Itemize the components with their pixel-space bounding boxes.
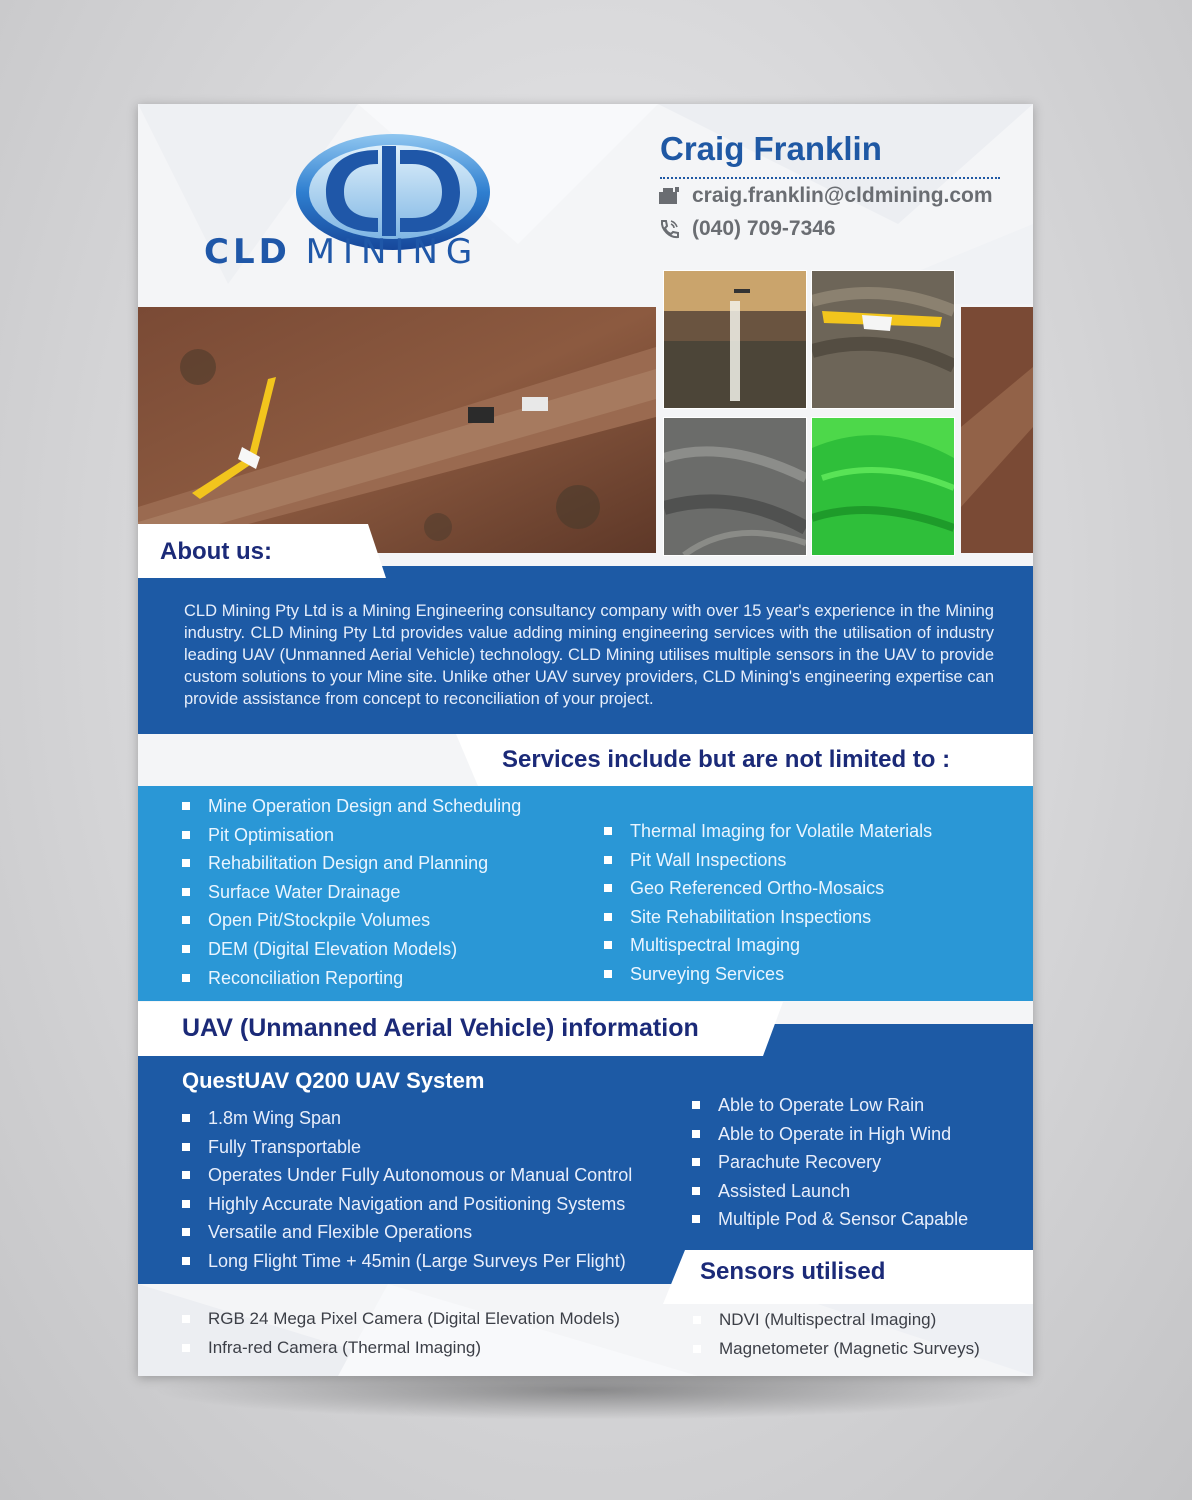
- uav-spec-item: Parachute Recovery: [692, 1148, 968, 1177]
- service-item: Pit Wall Inspections: [604, 846, 932, 875]
- uav-specs-left: [182, 1104, 632, 1276]
- service-item: Surface Water Drainage: [182, 878, 521, 907]
- sensor-item: Infra-red Camera (Thermal Imaging): [182, 1334, 620, 1363]
- uav-spec-item: Multiple Pod & Sensor Capable: [692, 1205, 968, 1234]
- phone-icon: [658, 218, 680, 240]
- uav-spec-item: Highly Accurate Navigation and Positioning Systems: [182, 1190, 632, 1219]
- dotted-divider: [660, 177, 1000, 179]
- company-wordmark: CLD MINING: [204, 232, 481, 272]
- thumb-terrain: [663, 417, 807, 556]
- service-item: Reconciliation Reporting: [182, 964, 521, 993]
- service-item: Thermal Imaging for Volatile Materials: [604, 817, 932, 846]
- email-link[interactable]: craig.franklin@cldmining.com: [692, 184, 993, 207]
- phone-link[interactable]: (040) 709-7346: [692, 217, 836, 240]
- uav-spec-item: 1.8m Wing Span: [182, 1104, 632, 1133]
- uav-spec-item: Versatile and Flexible Operations: [182, 1218, 632, 1247]
- about-body: CLD Mining Pty Ltd is a Mining Engineering consultancy company with over 15 year's experience in the Mining industry. CLD Mining Pty Ltd provides value adding mining engineering services with the utilisation of industry leading UAV (Unmanned Aerial Vehicle) technology. CLD Mining utilises multiple sensors in the UAV to provide custom solutions to your Mine site. Unlike other UAV survey providers, CLD Mining's engineering expertise can provide assistance from concept to reconciliation of your project.: [184, 602, 994, 708]
- thumb-pit-scan: [663, 270, 807, 409]
- services-list-left: [182, 792, 521, 992]
- sensors-heading: Sensors utilised: [700, 1258, 886, 1285]
- service-item: Pit Optimisation: [182, 821, 521, 850]
- thumb-elevation-model: [811, 417, 955, 556]
- uav-system-title: QuestUAV Q200 UAV System: [182, 1068, 485, 1093]
- sensors-list-right: [693, 1306, 980, 1363]
- service-item: Open Pit/Stockpile Volumes: [182, 906, 521, 935]
- uav-spec-item: Able to Operate in High Wind: [692, 1120, 968, 1149]
- phone-row: [658, 217, 836, 241]
- services-heading: Services include but are not limited to :: [502, 746, 951, 773]
- uav-spec-item: Assisted Launch: [692, 1177, 968, 1206]
- uav-spec-item: Able to Operate Low Rain: [692, 1091, 968, 1120]
- uav-spec-item: Operates Under Fully Autonomous or Manual Control: [182, 1161, 632, 1190]
- service-item: Surveying Services: [604, 960, 932, 989]
- sensor-item: NDVI (Multispectral Imaging): [693, 1306, 980, 1335]
- sensor-item: Magnetometer (Magnetic Surveys): [693, 1335, 980, 1364]
- email-icon: [658, 186, 680, 206]
- email-row: [658, 184, 993, 208]
- uav-heading: UAV (Unmanned Aerial Vehicle) information: [182, 1014, 699, 1042]
- sensors-list-left: [182, 1305, 620, 1362]
- side-photo-strip: [961, 307, 1033, 553]
- contact-name: Craig Franklin: [660, 130, 882, 167]
- service-item: DEM (Digital Elevation Models): [182, 935, 521, 964]
- hero-photo-drone-road: [138, 307, 656, 553]
- uav-specs-right: [692, 1091, 968, 1234]
- uav-spec-item: Fully Transportable: [182, 1133, 632, 1162]
- uav-spec-item: Long Flight Time + 45min (Large Surveys Per Flight): [182, 1247, 632, 1276]
- service-item: Multispectral Imaging: [604, 931, 932, 960]
- service-item: Rehabilitation Design and Planning: [182, 849, 521, 878]
- services-list-right: [604, 817, 932, 989]
- sensor-item: RGB 24 Mega Pixel Camera (Digital Elevation Models): [182, 1305, 620, 1334]
- service-item: Site Rehabilitation Inspections: [604, 903, 932, 932]
- service-item: Mine Operation Design and Scheduling: [182, 792, 521, 821]
- flyer-page: [138, 104, 1033, 1376]
- service-item: Geo Referenced Ortho-Mosaics: [604, 874, 932, 903]
- about-heading: About us:: [160, 538, 272, 565]
- thumb-drone-pit: [811, 270, 955, 409]
